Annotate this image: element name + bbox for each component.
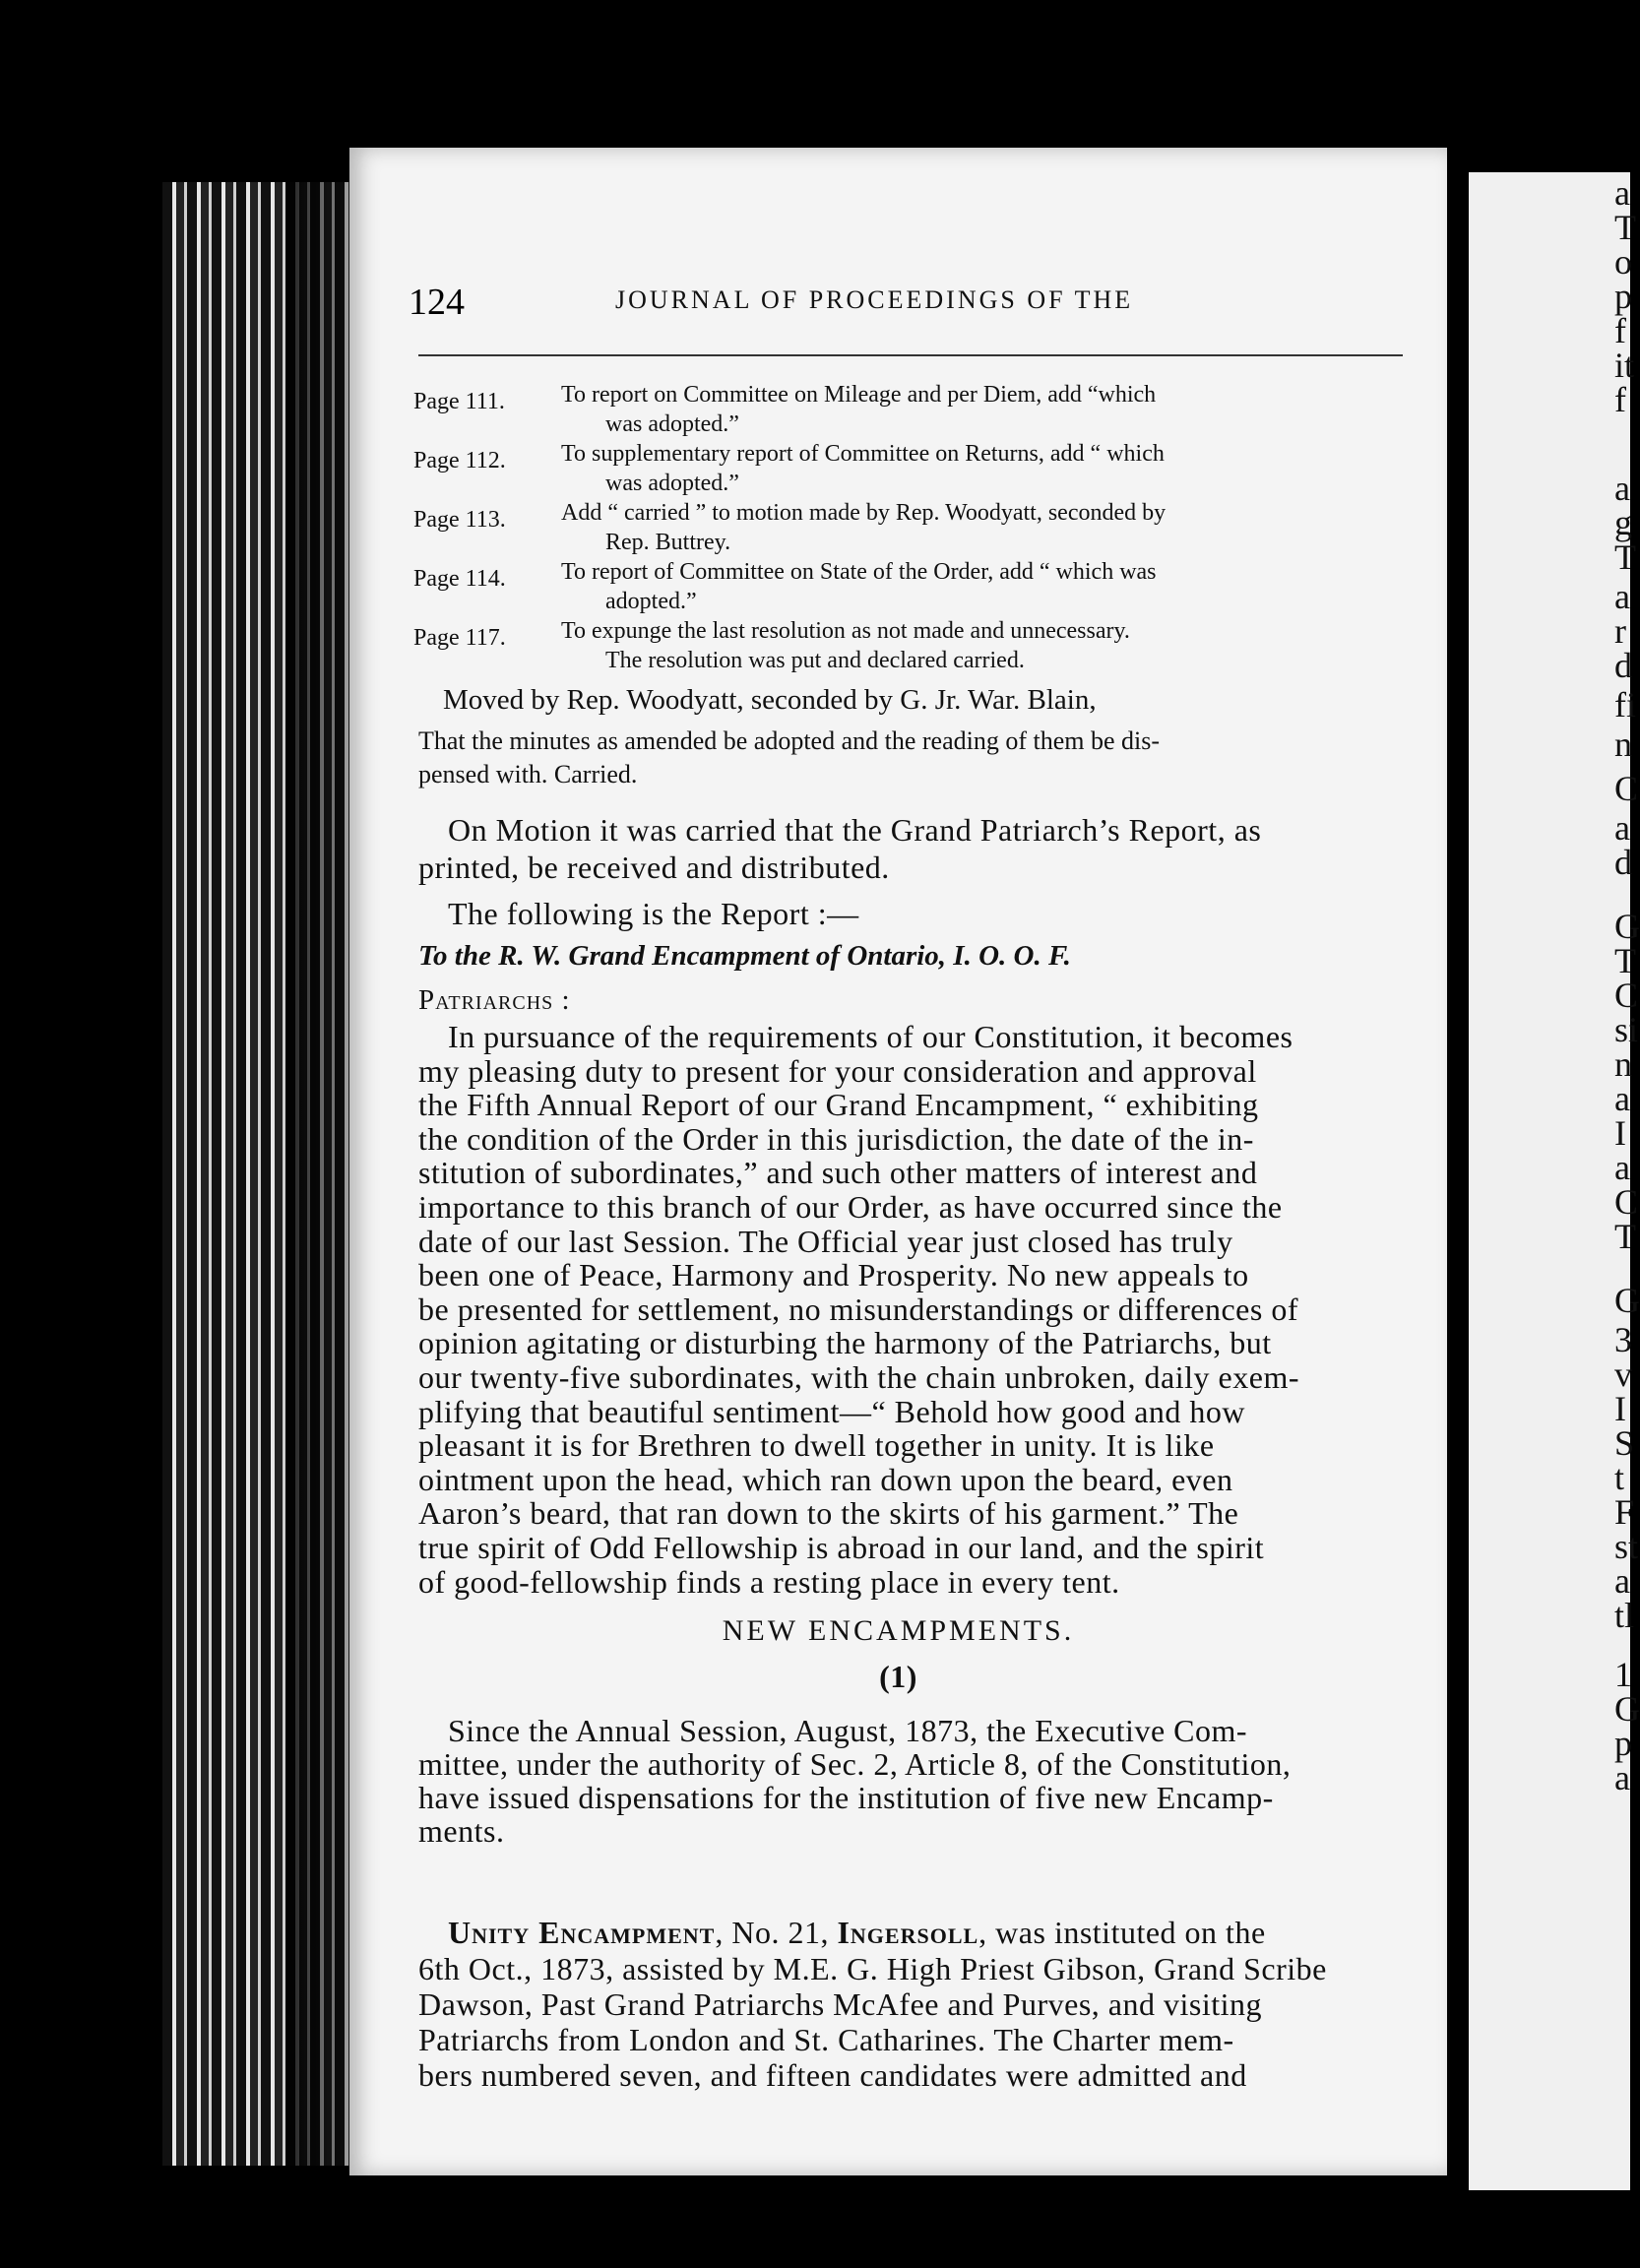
facing-page-glyph: tl: [1614, 1596, 1635, 1635]
correction-page-label: Page 113.: [413, 507, 506, 533]
facing-page-glyph: d: [1614, 646, 1632, 685]
facing-page-glyph: C: [1614, 769, 1639, 808]
motion-line: Moved by Rep. Woodyatt, seconded by G. Jr. War. Blain,: [443, 684, 1097, 716]
on-motion-line: printed, be received and distributed.: [418, 850, 890, 885]
facing-page-glyph: v: [1614, 1354, 1632, 1394]
page-number: 124: [409, 282, 465, 323]
facing-page-glyph: n: [1614, 1044, 1632, 1084]
facing-page-glyph: d: [1614, 843, 1632, 882]
facing-page-glyph: a: [1614, 1758, 1630, 1797]
facing-page-glyph: G: [1614, 1689, 1640, 1729]
correction-line: adopted.”: [605, 589, 697, 614]
encampment-number: , No. 21,: [715, 1915, 838, 1950]
running-head: JOURNAL OF PROCEEDINGS OF THE: [615, 285, 1134, 314]
encampment-place: Ingersoll: [837, 1915, 979, 1950]
facing-page-glyph: t: [1614, 1458, 1625, 1497]
text-line: plifying that beautiful sentiment—“ Behold how good and how: [418, 1393, 1246, 1429]
facing-page-glyph: p: [1614, 1724, 1632, 1763]
text-line: true spirit of Odd Fellowship is abroad in our land, and the spirit: [418, 1530, 1265, 1565]
facing-page-glyph: o: [1614, 242, 1632, 282]
text-line: Aaron’s beard, that ran down to the skirts of his garment.” The: [418, 1495, 1239, 1532]
correction-line: To report on Committee on Mileage and per Diem, add “which: [561, 382, 1157, 408]
facing-page-glyph: T: [1614, 208, 1636, 247]
correction-page-label: Page 111.: [413, 389, 505, 414]
text-line: the Fifth Annual Report of our Grand Encampment, “ exhibiting: [418, 1087, 1259, 1123]
facing-page-glyph: a: [1614, 1079, 1630, 1118]
facing-page-glyph: a: [1614, 173, 1630, 213]
unity-line-rest: , was instituted on the: [978, 1915, 1266, 1950]
text-line: 6th Oct., 1873, assisted by M.E. G. High Priest Gibson, Grand Scribe: [418, 1951, 1327, 1986]
correction-line: To expunge the last resolution as not made and unnecessary.: [561, 618, 1130, 644]
facing-page-glyph: T: [1614, 537, 1636, 577]
correction-page-label: Page 114.: [413, 566, 506, 592]
facing-page-glyph: p: [1614, 277, 1632, 316]
correction-line: The resolution was put and declared carried.: [605, 648, 1025, 673]
text-line: of good-fellowship finds a resting place in every tent.: [418, 1563, 1120, 1600]
facing-page-glyph: g: [1614, 503, 1632, 542]
text-line: the condition of the Order in this jurisdiction, the date of the in-: [418, 1120, 1254, 1157]
text-line: ointment upon the head, which ran down upon the beard, even: [418, 1461, 1233, 1497]
correction-line: was adopted.”: [605, 411, 739, 437]
facing-page-glyph: S: [1614, 1423, 1635, 1463]
text-line: Since the Annual Session, August, 1873, the Executive Com-: [448, 1713, 1248, 1748]
facing-page-glyph: a: [1614, 1561, 1630, 1601]
facing-page-glyph: a: [1614, 577, 1630, 616]
salutation: Patriarchs :: [418, 984, 571, 1016]
unity-first-line: [448, 1915, 1266, 1951]
facing-page-glyph: a: [1614, 808, 1630, 848]
text-line: ments.: [418, 1813, 505, 1849]
facing-page-glyph: fi: [1614, 685, 1636, 724]
text-line: Dawson, Past Grand Patriarchs McAfee and Purves, and visiting: [418, 1986, 1262, 2022]
facing-page-glyph: f: [1614, 380, 1626, 419]
facing-page-glyph: T: [1614, 941, 1636, 980]
following-line: The following is the Report :—: [448, 896, 859, 931]
document-page: [349, 148, 1447, 2175]
text-line: pleasant it is for Brethren to dwell together in unity. It is like: [418, 1427, 1215, 1464]
text-line: our twenty-five subordinates, with the chain unbroken, daily exem-: [418, 1359, 1299, 1395]
facing-page-glyph: a: [1614, 469, 1630, 508]
text-line: opinion agitating or disturbing the harmony of the Patriarchs, but: [418, 1325, 1272, 1361]
correction-page-label: Page 112.: [413, 448, 506, 473]
report-address: To the R. W. Grand Encampment of Ontario, I. O. O. F.: [418, 940, 1071, 972]
text-line: mittee, under the authority of Sec. 2, Article 8, of the Constitution,: [418, 1746, 1292, 1782]
facing-page-glyph: f: [1614, 311, 1626, 350]
correction-line: Add “ carried ” to motion made by Rep. Woodyatt, seconded by: [561, 500, 1167, 526]
correction-line: Rep. Buttrey.: [605, 530, 731, 555]
facing-page-glyph: T: [1614, 1217, 1636, 1256]
motion-line: That the minutes as amended be adopted and the reading of them be dis-: [418, 726, 1161, 755]
text-line: been one of Peace, Harmony and Prosperity. No new appeals to: [418, 1257, 1249, 1293]
on-motion-line: On Motion it was carried that the Grand Patriarch’s Report, as: [448, 812, 1262, 848]
encampment-name: Unity Encampment: [448, 1915, 716, 1950]
facing-page-glyph: I: [1614, 1389, 1626, 1428]
section-heading: NEW ENCAMPMENTS.: [722, 1614, 1075, 1647]
text-line: stitution of subordinates,” and such other matters of interest and: [418, 1155, 1258, 1191]
correction-line: To supplementary report of Committee on Returns, add “ which: [561, 441, 1165, 467]
facing-page-glyph: G: [1614, 1281, 1640, 1320]
facing-page-glyph: F: [1614, 1492, 1635, 1532]
facing-page-glyph: I: [1614, 1113, 1626, 1153]
text-line: In pursuance of the requirements of our Constitution, it becomes: [448, 1019, 1293, 1054]
facing-page-glyph: it: [1614, 346, 1635, 385]
text-line: Patriarchs from London and St. Catharines. The Charter mem-: [418, 2022, 1234, 2057]
text-line: my pleasing duty to present for your consideration and approval: [418, 1052, 1257, 1089]
correction-page-label: Page 117.: [413, 625, 506, 651]
correction-line: was adopted.”: [605, 471, 739, 496]
text-line: bers numbered seven, and fifteen candidates were admitted and: [418, 2057, 1247, 2093]
facing-page-glyph: n: [1614, 724, 1632, 764]
facing-page-glyph: C: [1614, 976, 1639, 1015]
facing-page-glyph: 3: [1614, 1320, 1632, 1359]
facing-page: [1469, 172, 1640, 2190]
text-line: have issued dispensations for the institution of five new Encamp-: [418, 1780, 1274, 1815]
facing-page-glyph: st: [1614, 1527, 1639, 1566]
text-line: importance to this branch of our Order, as have occurred since the: [418, 1189, 1283, 1225]
motion-line: pensed with. Carried.: [418, 760, 638, 788]
header-rule: [418, 354, 1403, 356]
correction-line: To report of Committee on State of the Order, add “ which was: [561, 559, 1157, 585]
section-number: (1): [879, 1659, 917, 1694]
facing-page-glyph: r: [1614, 611, 1626, 651]
text-line: date of our last Session. The Official year just closed has truly: [418, 1223, 1233, 1259]
facing-page-glyph: si: [1614, 1010, 1639, 1049]
text-line: be presented for settlement, no misunderstandings or differences of: [418, 1291, 1298, 1327]
facing-page-glyph: a: [1614, 1148, 1630, 1187]
facing-page-glyph: C: [1614, 1182, 1639, 1222]
facing-page-glyph: G: [1614, 907, 1640, 946]
facing-page-glyph: 1: [1614, 1655, 1632, 1694]
spine-shadow: [285, 182, 349, 2166]
